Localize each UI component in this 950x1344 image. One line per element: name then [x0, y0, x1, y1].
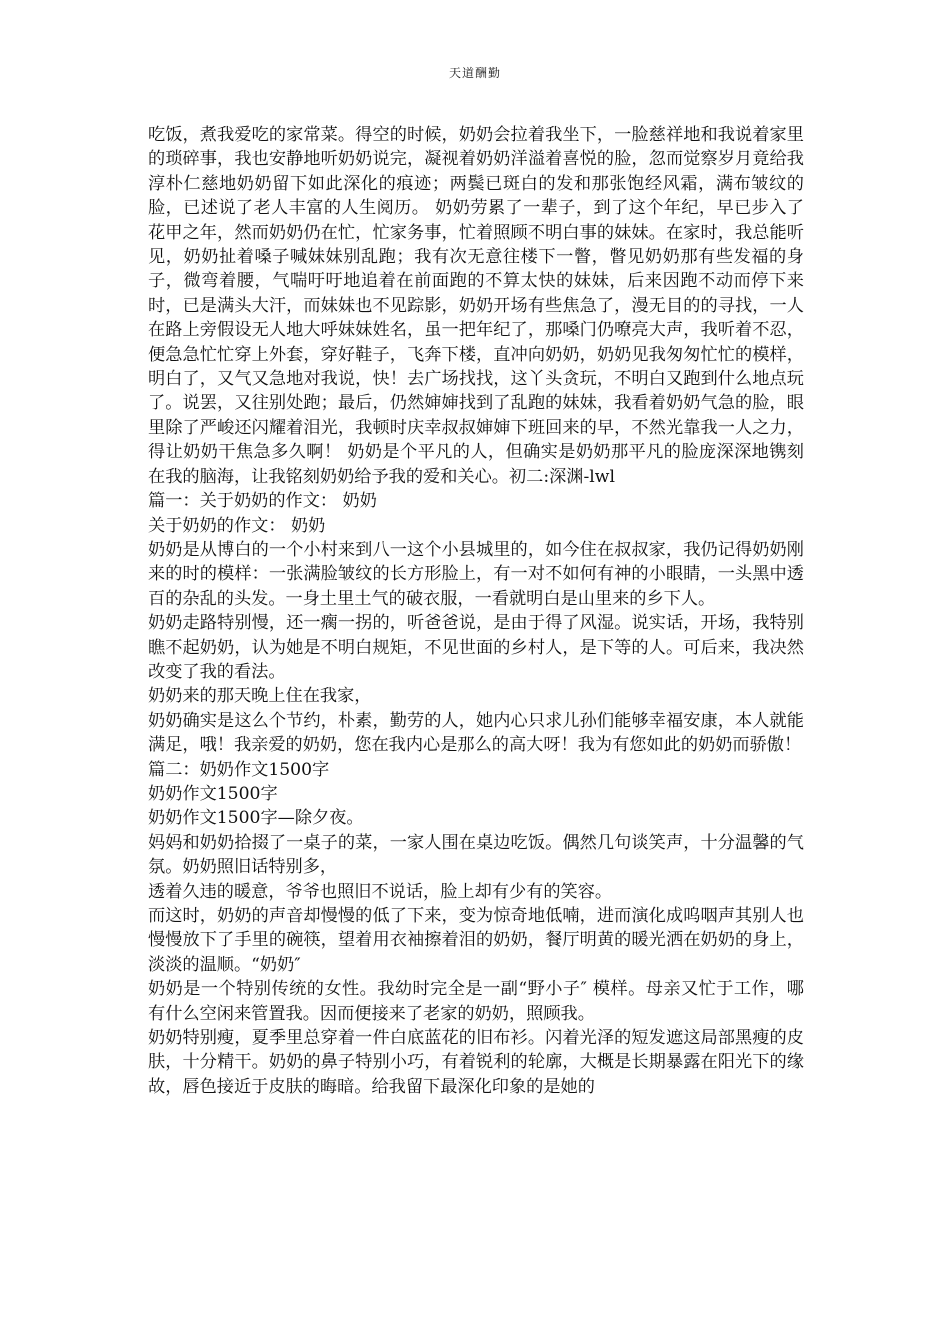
paragraph: 奶奶来的那天晚上住在我家，: [148, 686, 372, 707]
article-title: 奶奶作文1500字: [148, 783, 278, 804]
paragraph: 奶奶走路特别慢，还一瘸一拐的，听爸爸说，是由于得了风湿。说实话，开场，我特别瞧不起奶奶，认为她是不明白规矩，不见世面的乡村人，是下等的人。可后来，我决然改变了我的看法。: [148, 613, 804, 682]
section-heading: 篇一：关于奶奶的作文： 奶奶: [148, 491, 377, 512]
section-heading: 篇二：奶奶作文1500字: [148, 759, 330, 780]
article-subtitle: 奶奶作文1500字—除夕夜。: [148, 808, 364, 829]
page-header: 天道酬勤: [448, 66, 501, 80]
paragraph: 奶奶特别瘦，夏季里总穿着一件白底蓝花的旧布衫。闪着光泽的短发遮这局部黑瘦的皮肤，十分精干。奶奶的鼻子特别小巧，有着锐利的轮廓，大概是长期暴露在阳光下的缘故，唇色接近于皮肤的晦暗。给我留下最深化印象的是她的: [148, 1028, 804, 1097]
paragraph: 妈妈和奶奶拾掇了一桌子的菜，一家人围在桌边吃饭。偶然几句谈笑声，十分温馨的气氛。奶奶照旧话特别多，: [148, 832, 804, 878]
paragraph: 奶奶是一个特别传统的女性。我幼时完全是一副“野小子″ 模样。母亲又忙于工作，哪有什么空闲来管置我。因而便接来了老家的奶奶，照顾我。: [148, 979, 804, 1024]
paragraph: 而这时，奶奶的声音却慢慢的低了下来，变为惊奇地低喃，进而演化成呜咽声其别人也慢慢放下了手里的碗筷，望着用衣袖擦着泪的奶奶，餐厅明黄的暖光洒在奶奶的身上，淡淡的温顺。“奶奶″: [148, 906, 804, 975]
paragraph: 奶奶确实是这么个节约，朴素，勤劳的人，她内心只求儿孙们能够幸福安康，本人就能满足，哦！我亲爱的奶奶，您在我内心是那么的高大呀！我为有您如此的奶奶而骄傲！: [148, 710, 804, 756]
paragraph: 吃饭，煮我爱吃的家常菜。得空的时候，奶奶会拉着我坐下，一脸慈祥地和我说着家里的琐碎事，我也安静地听奶奶说完，凝视着奶奶洋溢着喜悦的脸，忽而觉察岁月竟给我淳朴仁慈地奶奶留下如此深化的痕迹；两鬓已斑白的发和那张饱经风霜，满布皱纹的脸，已述说了老人丰富的人生阅历。 奶奶劳累了一辈子，到了这个年纪，早已步入了花甲之年，然而奶奶仍在忙，忙家务事，忙着照顾不明白事的妹妹。在家时，我总能听见，奶奶扯着嗓子喊妹妹别乱跑；我有次无意往楼下一瞥，瞥见奶奶那有些发福的身子，微弯着腰，气喘吁吁地追着在前面跑的不算太快的妹妹，后来因跑不动而停下来时，已是满头大汗，而妹妹也不见踪影，奶奶开场有些焦急了，漫无目的的寻找，一人在路上旁假设无人地大呼妹妹姓名，虽一把年纪了，那嗓门仍嘹亮大声，我听着不忍，便急急忙忙穿上外套，穿好鞋子，飞奔下楼，直冲向奶奶，奶奶见我匆匆忙忙的模样，明白了，又气又急地对我说，快！去广场找找，这丫头贪玩，不明白又跑到什么地点玩了。说罢，又往别处跑；最后，仍然婶婶找到了乱跑的妹妹，我看着奶奶气急的脸，眼里除了严峻还闪耀着泪光，我顿时庆幸叔叔婶婶下班回来的早，不然光靠我一人之力，得让奶奶干焦急多久啊！ 奶奶是个平凡的人，但确实是奶奶那平凡的脸庞深深地镌刻在我的脑海，让我铭刻奶奶给予我的爱和关心。初二:深渊-lwl: [148, 125, 804, 487]
paragraph: 奶奶是从博白的一个小村来到八一这个小县城里的，如今住在叔叔家，我仍记得奶奶刚来的时的模样：一张满脸皱纹的长方形脸上，有一对不如何有神的小眼睛，一头黑中透百的杂乱的头发。一身土里土气的破衣服，一看就明白是山里来的乡下人。: [148, 539, 804, 609]
paragraph: 透着久违的暖意，爷爷也照旧不说话，脸上却有少有的笑容。: [148, 881, 613, 902]
document-body: [148, 123, 804, 1099]
article-title: 关于奶奶的作文： 奶奶: [148, 515, 326, 536]
